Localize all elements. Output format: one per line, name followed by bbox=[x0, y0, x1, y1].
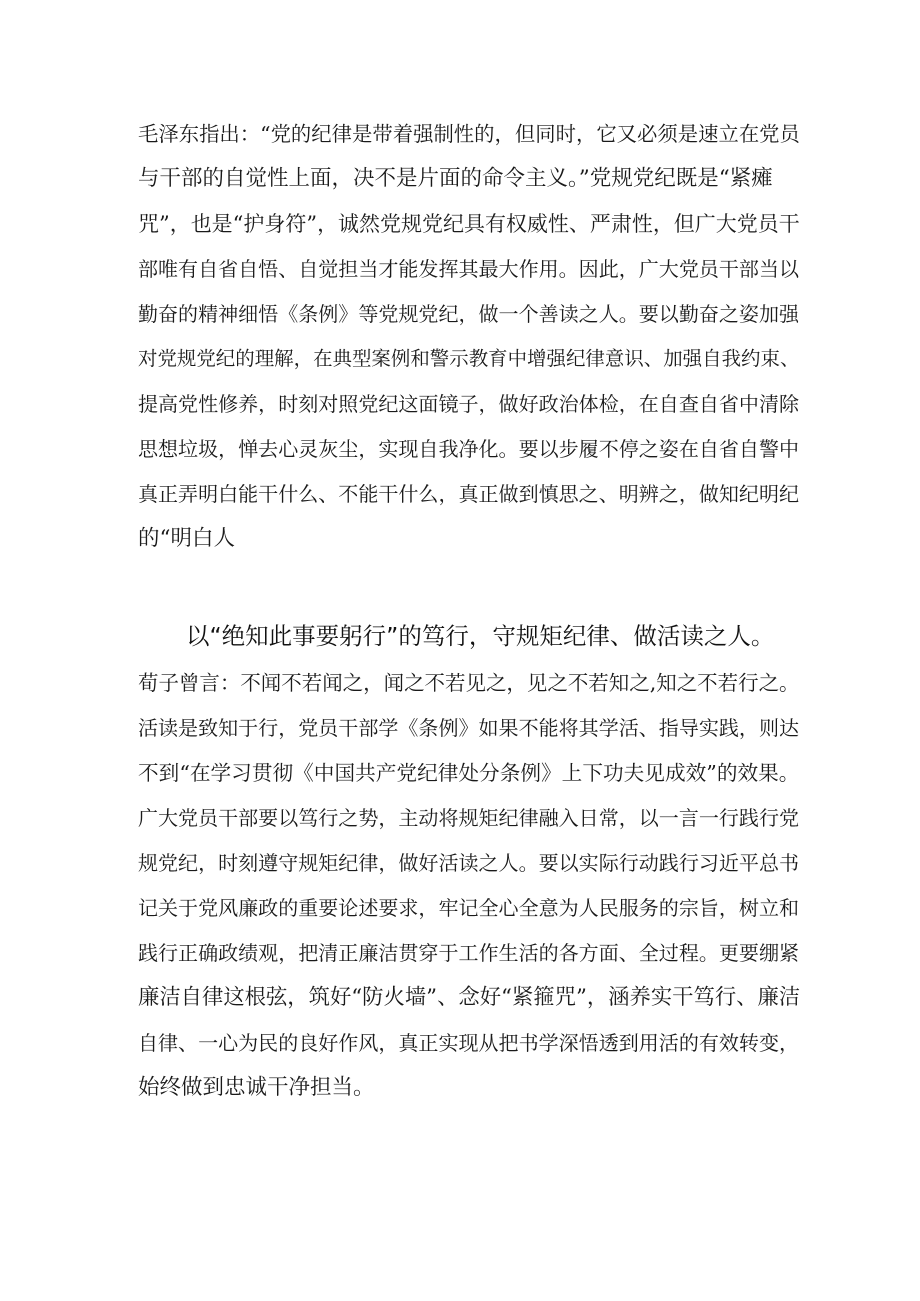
paragraph-line: 活读是致知于行，党员干部学《条例》如果不能将其学活、指导实践，则达 bbox=[138, 716, 800, 740]
paragraph-line: 勤奋的精神细悟《条例》等党规党纪，做一个善读之人。要以勤奋之姿加强 bbox=[138, 302, 800, 326]
paragraph-line: 部唯有自省自悟、自觉担当才能发挥其最大作用。因此，广大党员干部当以 bbox=[138, 257, 800, 281]
paragraph-line: 不到“在学习贯彻《中国共产党纪律处分条例》上下功夫见成效”的效果。 bbox=[138, 761, 800, 785]
paragraph-line: 的“明白人 bbox=[138, 526, 235, 551]
paragraph-line: 广大党员干部要以笃行之势，主动将规矩纪律融入日常，以一言一行践行党 bbox=[138, 806, 800, 830]
paragraph-line: 与干部的自觉性上面，决不是片面的命令主义。”党规党纪既是“紧瘫 bbox=[138, 166, 773, 191]
paragraph-line: 自律、一心为民的良好作风，真正实现从把书学深悟透到用活的有效转变， bbox=[138, 1031, 800, 1055]
paragraph-line: 荀子曾言：不闻不若闻之，闻之不若见之，见之不若知之,知之不若行之。 bbox=[138, 671, 800, 695]
paragraph-line: 记关于党风廉政的重要论述要求，牢记全心全意为人民服务的宗旨，树立和 bbox=[138, 896, 800, 920]
paragraph-line: 真正弄明白能干什么、不能干什么，真正做到慎思之、明辨之，做知纪明纪 bbox=[138, 482, 800, 506]
paragraph-line: 始终做到忠诚干净担当。 bbox=[138, 1075, 375, 1100]
paragraph-line: 规党纪，时刻遵守规矩纪律，做好活读之人。要以实际行动践行习近平总书 bbox=[138, 851, 800, 875]
paragraph-line: 咒”，也是“护身符”，诚然党规党纪具有权威性、严肃性，但广大党员干 bbox=[138, 212, 800, 236]
section-heading: 以“绝知此事要躬行”的笃行，守规矩纪律、做活读之人。 bbox=[186, 622, 775, 650]
paragraph-line: 提高党性修养，时刻对照党纪这面镜子，做好政治体检，在自查自省中清除 bbox=[138, 392, 800, 416]
paragraph-line: 思想垃圾，惮去心灵灰尘，实现自我净化。要以步履不停之姿在自省自警中 bbox=[138, 437, 800, 461]
paragraph-line: 毛泽东指出：“党的纪律是带着强制性的，但同时，它又必须是速立在党员 bbox=[138, 122, 800, 146]
paragraph-line: 廉洁自律这根弦，筑好“防火墙”、念好“紧箍咒”，涵养实干笃行、廉洁 bbox=[138, 985, 801, 1010]
paragraph-line: 践行正确政绩观，把清正廉洁贯穿于工作生活的各方面、全过程。更要绷紧 bbox=[138, 941, 800, 965]
paragraph-line: 对党规党纪的理解，在典型案例和警示教育中增强纪律意识、加强自我约束、 bbox=[138, 347, 800, 370]
